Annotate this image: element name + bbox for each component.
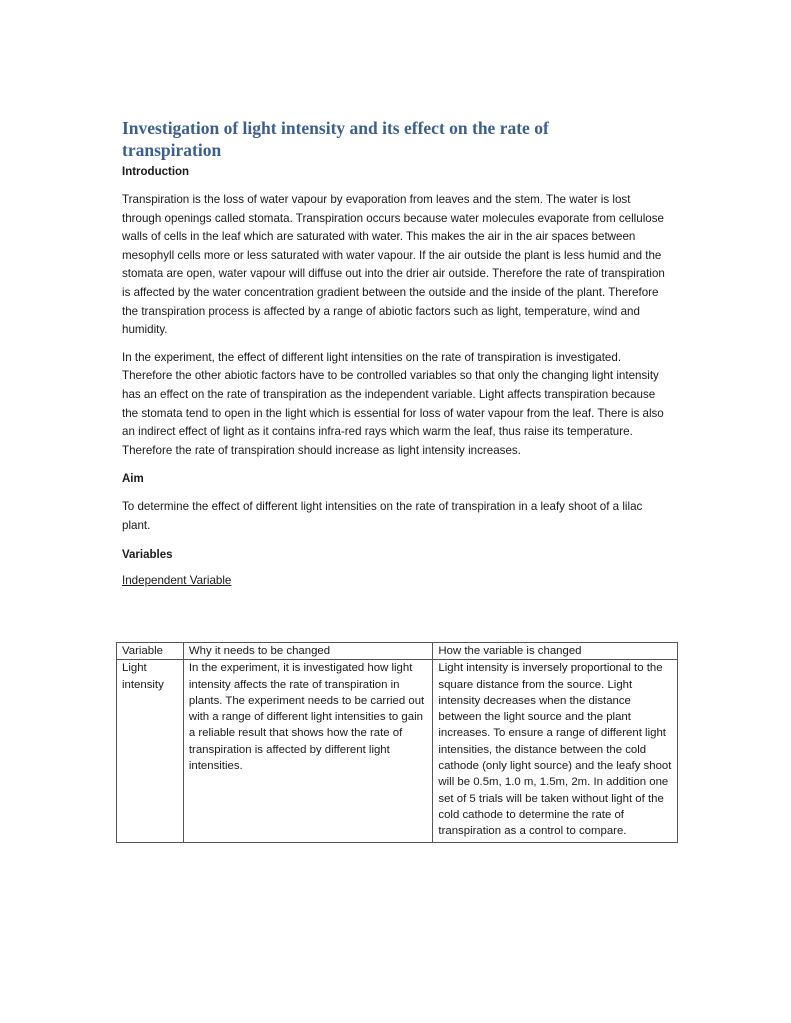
introduction-paragraph-2: In the experiment, the effect of different light intensities on the rate of transpiration is investigated. Therefore the other abiotic factors have to be controlled variables so that only the changing light intensity has an effect on the rate of transpiration as the independent variable. Light affects transpiration because the stomata tend to open in the light which is essential for loss of water vapour from the leaf. There is also an indirect effect of light as it contains infra-red rays which warm the leaf, thus raise its temperature. Therefore the rate of transpiration should increase as light intensity increases. [122, 350, 664, 457]
table-header-variable: Variable [117, 643, 184, 660]
aim-heading: Aim [122, 473, 144, 486]
table-header-row [117, 643, 678, 660]
independent-variable-subheading: Independent Variable [122, 573, 232, 587]
table-header-how-changed: How the variable is changed [433, 643, 678, 660]
table-row [117, 660, 678, 842]
introduction-heading: Introduction [122, 166, 190, 178]
variables-heading: Variables [122, 548, 173, 561]
table-cell-variable: Light intensity [117, 660, 184, 842]
table-cell-why-changed: In the experiment, it is investigated how light intensity affects the rate of transpiration in plants. The experiment needs to be carried out with a range of different light intensities to gain a reliable result that shows how the rate of transpiration is affected by different light intensities. [183, 660, 433, 842]
document-body [122, 117, 670, 588]
aim-paragraph: To determine the effect of different light intensities on the rate of transpiration in a leafy shoot of a lilac plant. [122, 500, 643, 532]
document-title: Investigation of light intensity and its effect on the rate of transpiration [122, 118, 549, 160]
independent-variable-table [116, 642, 678, 843]
introduction-paragraph-1: Transpiration is the loss of water vapour by evaporation from leaves and the stem. The water is lost through openings called stomata. Transpiration occurs because water molecules evaporate from cellulose walls of cells in the leaf which are saturated with water. This makes the air in the air spaces between mesophyll cells more or less saturated with water vapour. If the air outside the plant is less humid and the stomata are open, water vapour will diffuse out into the drier air outside. Therefore the rate of transpiration is affected by the water concentration gradient between the outside and the inside of the plant. Therefore the transpiration process is affected by a range of abiotic factors such as light, temperature, wind and humidity. [122, 193, 665, 337]
table-header-why-changed: Why it needs to be changed [183, 643, 433, 660]
table-cell-how-changed: Light intensity is inversely proportional to the square distance from the source. Light intensity decreases when the distance between the light source and the plant increases. To ensure a range of different light intensities, the distance between the cold cathode (only light source) and the leafy shoot will be 0.5m, 1.0 m, 1.5m, 2m. In addition one set of 5 trials will be taken without light of the cold cathode to determine the rate of transpiration as a control to compare. [433, 660, 678, 842]
